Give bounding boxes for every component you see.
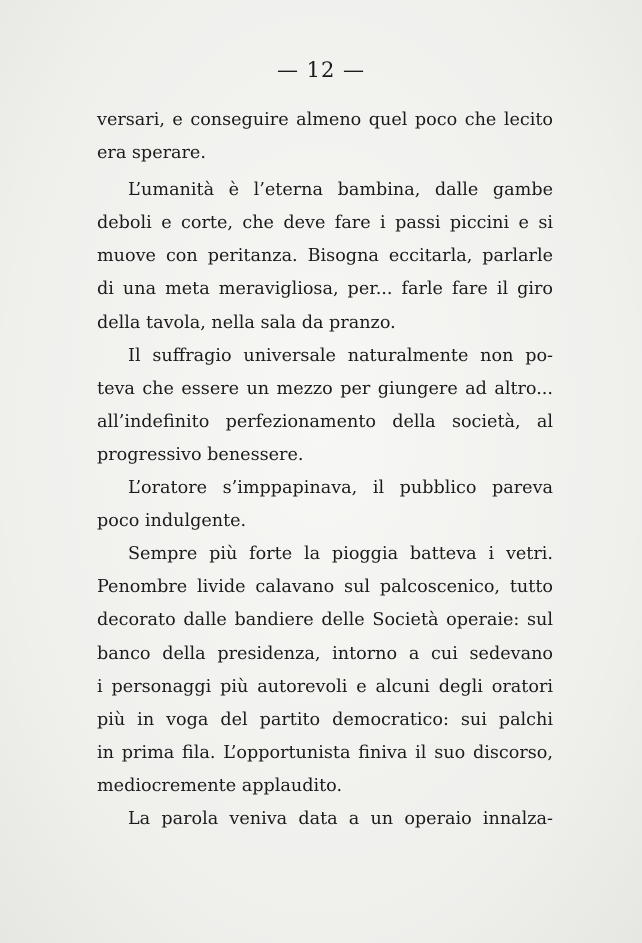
text-line: Il suffragio universale naturalmente non po- xyxy=(128,345,553,366)
text-line: versari, e conseguire almeno quel poco che lecito xyxy=(97,110,553,130)
text-line: deboli e corte, che deve fare i passi piccini e si xyxy=(97,213,553,234)
paragraph xyxy=(97,803,553,836)
text-line: più in voga del partito democratico: sui palchi xyxy=(97,709,553,730)
text-line: mediocremente applaudito. xyxy=(97,775,343,796)
text-line: decorato dalle bandiere delle Società operaie: sul xyxy=(97,610,553,631)
text-line: poco indulgente. xyxy=(97,511,247,532)
text-line: La parola veniva data a un operaio innalza- xyxy=(128,808,553,829)
paragraph xyxy=(97,472,553,538)
paragraph xyxy=(97,104,553,170)
text-line: all’indefinito perfezionamento della società, al xyxy=(97,411,553,432)
text-line: L’oratore s’imppapinava, il pubblico pareva xyxy=(128,478,553,499)
text-line: muove con peritanza. Bisogna eccitarla, parlarle xyxy=(97,246,553,267)
body-text xyxy=(97,104,553,836)
text-line: in prima fila. L’opportunista finiva il suo discorso, xyxy=(97,742,553,763)
text-line: teva che essere un mezzo per giungere ad altro... xyxy=(97,378,553,399)
text-line: Penombre livide calavano sul palcoscenico, tutto xyxy=(97,577,553,598)
text-line: banco della presidenza, intorno a cui sedevano xyxy=(97,643,553,664)
text-line: di una meta meravigliosa, per... farle fare il giro xyxy=(97,279,553,300)
paragraph xyxy=(97,538,553,803)
text-line: era sperare. xyxy=(97,143,206,164)
paragraph xyxy=(97,174,553,339)
paragraph xyxy=(97,340,553,472)
page-number: — 12 — xyxy=(276,58,366,82)
text-line: progressivo benessere. xyxy=(97,444,304,465)
text-line: della tavola, nella sala da pranzo. xyxy=(97,312,396,333)
text-line: Sempre più forte la pioggia batteva i vetri. xyxy=(128,544,553,565)
text-line: L’umanità è l’eterna bambina, dalle gambe xyxy=(128,180,553,201)
text-line: i personaggi più autorevoli e alcuni degli oratori xyxy=(97,676,553,697)
